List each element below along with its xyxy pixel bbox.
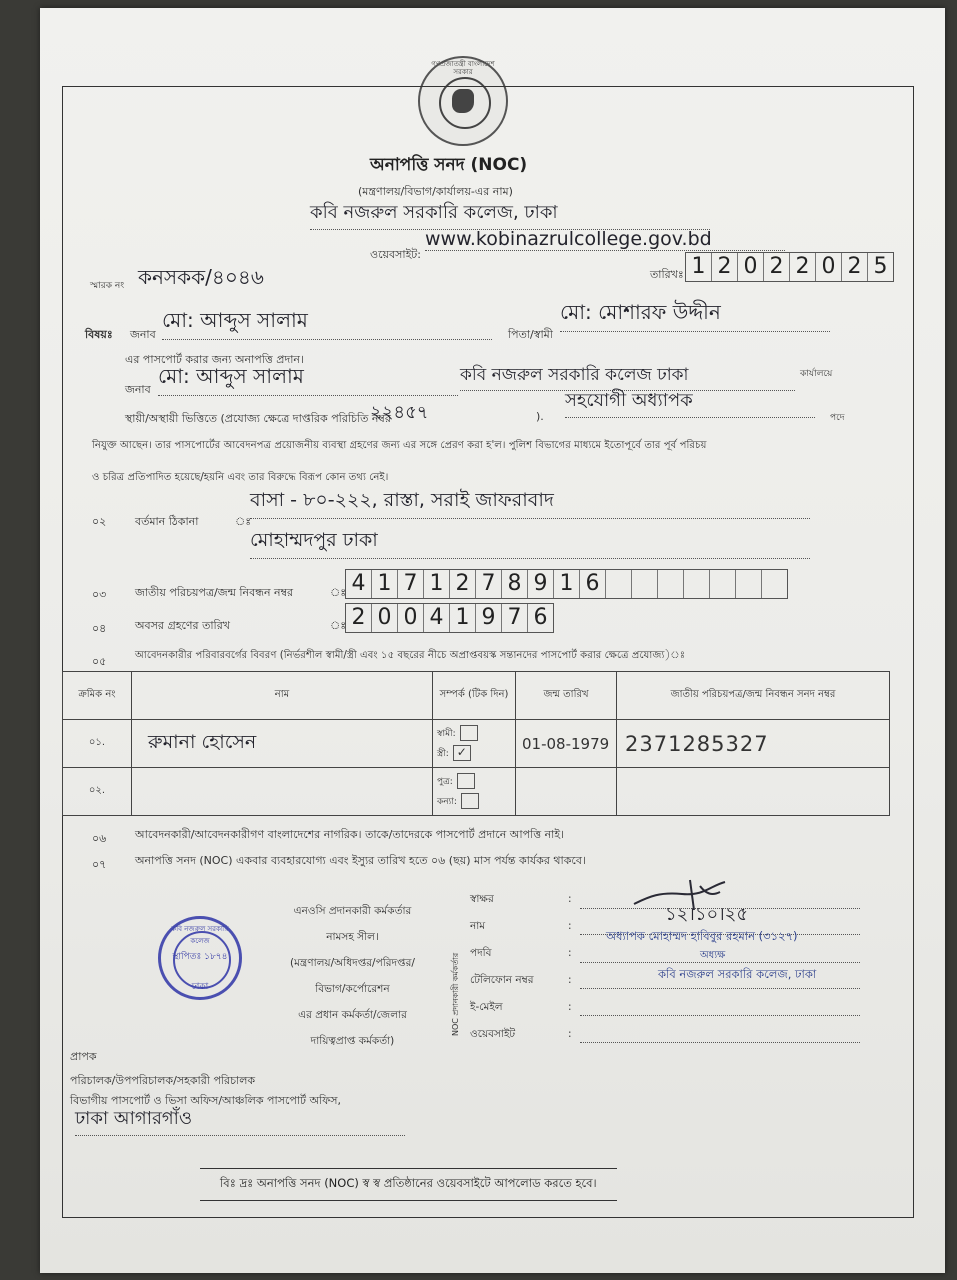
date-digit: 0 (816, 253, 842, 281)
nid-colon: ঃ (330, 586, 347, 599)
retire-digit: 6 (533, 605, 548, 630)
colon: : (568, 893, 572, 905)
col-serial: ক্রমিক নং (63, 672, 132, 720)
date-digit: 1 (686, 253, 712, 281)
family-num: ০৫ (92, 655, 107, 668)
ref-number: কনসকক/৪০৪৬ (138, 265, 264, 289)
sig-line (580, 1015, 860, 1016)
relation-husband-checkbox[interactable] (460, 725, 478, 741)
retire-digit: 1 (450, 604, 476, 632)
row-name-cell (132, 720, 433, 768)
para-janab: জনাব (125, 383, 151, 396)
nid-number-boxes (345, 569, 788, 599)
nid-digit: 1 (554, 570, 580, 598)
sig-line (580, 1042, 860, 1043)
retire-digit: 0 (398, 604, 424, 632)
signature-date: ১২।১০।২৫ (665, 904, 749, 925)
nid-digit: 2 (450, 570, 476, 598)
retire-digit: 4 (424, 604, 450, 632)
colon: : (568, 1028, 572, 1040)
noc-document-page (40, 8, 945, 1273)
colon: : (568, 974, 572, 986)
recipient-line1: পরিচালক/উপপরিচালক/সহকারী পরিচালক (70, 1074, 256, 1087)
nid-digit: 7 (398, 570, 424, 598)
nid-digit (658, 570, 684, 598)
col-nid: জাতীয় পরিচয়পত্র/জন্ম নিবন্ধন সনদ নম্বর (617, 672, 890, 720)
retire-colon: ঃ (330, 619, 347, 632)
nid-digit: 1 (424, 570, 450, 598)
field-designation-label: পদবি (470, 947, 492, 959)
field-phone-label: টেলিফোন নম্বর (470, 974, 534, 986)
seal-mid-text: স্থাপিতঃ ১৮৭৪ (172, 952, 228, 962)
colon: : (568, 947, 572, 959)
official-id-number: ২২৪৫৭ (370, 402, 429, 423)
retirement-date-boxes (345, 603, 554, 633)
colon: : (568, 1001, 572, 1013)
nid-digit (606, 570, 632, 598)
signatory-line: এর প্রধান কর্মকর্তা/জেলার (298, 1009, 407, 1021)
family-label: আবেদনকারীর পরিবারবর্গের বিবরণ (নির্ভরশীল স্বামী/স্ত্রী এবং ১৫ বছরের নীচে অপ্রাপ্তবয়স্ক সন্তানদের পাসপোর্ট করার ক্ষেত্রে প্রযোজ্য)ঃ (135, 650, 686, 661)
relation-wife-label: স্ত্রী: (437, 748, 449, 759)
college-seal-icon (158, 916, 242, 1000)
family-table (62, 671, 890, 816)
para-line3: নিযুক্ত আছেন। তার পাসপোর্টের আবেদনপত্র প্রয়োজনীয় ব্যবস্থা গ্রহণের জন্য এর সঙ্গে প্রেরণ করা হ'ল। পুলিশ বিভাগের মাধ্যমে ইতোপূর্বে তার পূর্ব পরিচয় (92, 440, 707, 451)
retire-digit: 7 (502, 604, 528, 632)
date-digit: 2 (842, 253, 868, 281)
subject-label: বিষয়ঃ (85, 328, 113, 341)
relation-daughter-label: কন্যা: (437, 796, 457, 807)
col-relation: সম্পর্ক (টিক দিন) (433, 672, 516, 720)
document-subtitle: (মন্ত্রণালয়/বিভাগ/কার্যালয়-এর নাম) (358, 185, 513, 198)
date-digit: 2 (764, 253, 790, 281)
nid-digit (710, 570, 736, 598)
address-label: বর্তমান ঠিকানা (135, 515, 199, 528)
recipient-handwritten: ঢাকা আগারগাঁও (75, 1104, 405, 1136)
nid-digit (632, 570, 658, 598)
signatory-line: নামসহ সীল। (326, 931, 379, 943)
relation-wife (437, 744, 515, 764)
family-table-header (63, 672, 890, 720)
relation-daughter (437, 792, 515, 812)
colon: : (568, 920, 572, 932)
para-line2: স্থায়ী/অস্থায়ী ভিত্তিতে (প্রযোজ্য ক্ষেত্রে দাপ্তরিক পরিচিতি নম্বর (125, 412, 391, 425)
signatory-fields (470, 886, 534, 1048)
row-relation-cell (433, 768, 516, 816)
clause7-num: ০৭ (92, 858, 107, 871)
date-label: তারিখঃ (650, 268, 684, 281)
nid-digit: 1 (372, 570, 398, 598)
table-row (63, 720, 890, 768)
subject-line2: এর পাসপোর্ট করার জন্য অনাপত্তি প্রদান। (125, 353, 304, 366)
row-name (132, 768, 433, 816)
designation-suffix: পদে (830, 413, 845, 423)
sig-line (580, 988, 860, 989)
retire-digit: 2 (346, 604, 372, 632)
retire-digit: 0 (372, 604, 398, 632)
signatory-left-block (290, 898, 415, 1054)
row-dob (516, 768, 617, 816)
gov-seal-text: গণপ্রজাতন্ত্রী বাংলাদেশ সরকার (431, 60, 495, 76)
date-digit: 2 (790, 253, 816, 281)
field-signature-label: স্বাক্ষর (470, 893, 494, 905)
signatory-line: এনওসি প্রদানকারী কর্মকর্তার (293, 905, 412, 917)
date-digit: 5 (873, 254, 888, 279)
document-title: অনাপত্তি সনদ (NOC) (370, 155, 528, 175)
table-row (63, 768, 890, 816)
subject-janab: জনাব (130, 328, 156, 341)
col-name: নাম (132, 672, 433, 720)
para-office-name: কবি নজরুল সরকারি কলেজ ঢাকা (460, 362, 795, 391)
relation-daughter-checkbox[interactable] (461, 793, 479, 809)
retire-num: ০৪ (92, 622, 107, 635)
office-suffix: কার্যালয়ে (800, 369, 833, 379)
signatory-line: (মন্ত্রণালয়/অধিদপ্তর/পরিদপ্তর/ (290, 957, 415, 969)
address-line2: মোহাম্মদপুর ঢাকা (250, 526, 810, 559)
row-nid (617, 768, 890, 816)
row-serial: ০২. (63, 768, 132, 816)
footer-note: বিঃ দ্রঃ অনাপত্তি সনদ (NOC) স্ব স্ব প্রতিষ্ঠানের ওয়েবসাইটে আপলোড করতে হবে। (200, 1168, 617, 1201)
nid-digit: 7 (476, 570, 502, 598)
office-name-handwritten: কবি নজরুল সরকারি কলেজ, ঢাকা (310, 198, 710, 230)
id-close-paren: ). (536, 410, 544, 423)
signatory-line: দায়িত্বপ্রাপ্ত কর্মকর্তা) (310, 1035, 395, 1047)
row-nid: 2371285327 (617, 720, 890, 768)
father-name: মো: মোশারফ উদ্দীন (560, 298, 830, 332)
relation-husband-label: স্বামী: (437, 728, 456, 739)
subject-applicant-name: মো: আব্দুস সালাম (162, 306, 492, 340)
seal-top-text: কবি নজরুল সরকারি কলেজ (171, 925, 229, 945)
website-handwritten: www.kobinazrulcollege.gov.bd (425, 228, 785, 251)
relation-wife-checkbox-checked[interactable]: ✓ (453, 745, 471, 761)
nid-digit: 9 (528, 570, 554, 598)
field-email-label: ই-মেইল (470, 1001, 503, 1013)
nid-digit: 8 (502, 570, 528, 598)
ref-label: স্মারক নং (90, 281, 125, 291)
nid-label: জাতীয় পরিচয়পত্র/জন্ম নিবন্ধন নম্বর (135, 586, 294, 599)
nid-digit (736, 570, 762, 598)
stamp-office-name: কবি নজরুল সরকারি কলেজ, ঢাকা (658, 967, 817, 981)
nid-num: ০৩ (92, 588, 107, 601)
recipient-line2: বিভাগীয় পাসপোর্ট ও ভিসা অফিস/আঞ্চলিক পাসপোর্ট অফিস, (70, 1094, 341, 1107)
field-website-label: ওয়েবসাইট (470, 1028, 516, 1040)
clause6-num: ০৬ (92, 832, 107, 845)
relation-son-label: পুত্র: (437, 776, 453, 787)
issue-date-boxes (685, 252, 894, 282)
row-serial: ০১. (63, 720, 132, 768)
designation-handwritten: সহযোগী অধ্যাপক (565, 386, 815, 418)
clause6-text: আবেদনকারী/আবেদনকারীগণ বাংলাদেশের নাগরিক। তাকে/তাদেরকে পাসপোর্ট প্রদানে আপত্তি নাই। (135, 828, 565, 841)
nid-digit: 6 (580, 570, 606, 598)
address-line1: বাসা - ৮০-২২২, রাস্তা, সরাই জাফরাবাদ (250, 486, 810, 519)
para-applicant-name: মো: আব্দুস সালাম (158, 362, 458, 396)
row-name: রুমানা হোসেন (148, 730, 257, 753)
col-dob: জন্ম তারিখ (516, 672, 617, 720)
retire-label: অবসর গ্রহণের তারিখ (135, 619, 230, 632)
address-num: ০২ (92, 515, 107, 528)
recipient-label: প্রাপক (70, 1050, 97, 1063)
clause7-text: অনাপত্তি সনদ (NOC) একবার ব্যবহারযোগ্য এবং ইস্যুর তারিখ হতে ০৬ (ছয়) মাস পর্যন্ত কার্যকর থাকবে। (135, 854, 586, 867)
retire-digit: 9 (476, 604, 502, 632)
nid-digit (762, 570, 787, 598)
field-name-label: নাম (470, 920, 486, 932)
para-line4: ও চরিত্র প্রতিপাদিত হয়েছে/হয়নি এবং তার বিরুদ্ধে বিরূপ কোন তথ্য নেই। (92, 472, 389, 483)
address-colon: ঃ (235, 515, 252, 528)
signatory-colons (568, 886, 572, 1048)
row-dob: 01-08-1979 (516, 720, 617, 768)
website-label: ওয়েবসাইট: (370, 248, 421, 261)
date-digit: 2 (712, 253, 738, 281)
signatory-line: বিভাগ/কর্পোরেশন (315, 983, 390, 995)
father-label: পিতা/স্বামী (508, 328, 553, 341)
nid-digit: 4 (346, 570, 372, 598)
date-digit: 0 (738, 253, 764, 281)
seal-bottom-text: ঢাকা (191, 982, 209, 992)
stamp-officer-name: অধ্যাপক মোহাম্মদ হাবিবুর রহমান (৩১২৭) (606, 929, 798, 943)
relation-son (437, 772, 515, 792)
relation-husband (437, 724, 515, 744)
relation-son-checkbox[interactable] (457, 773, 475, 789)
stamp-officer-title: অধ্যক্ষ (700, 950, 726, 961)
nid-digit (684, 570, 710, 598)
row-relation-cell (433, 720, 516, 768)
noc-vertical-label: NOC প্রদানকারী কর্মকর্তার (451, 952, 460, 1036)
